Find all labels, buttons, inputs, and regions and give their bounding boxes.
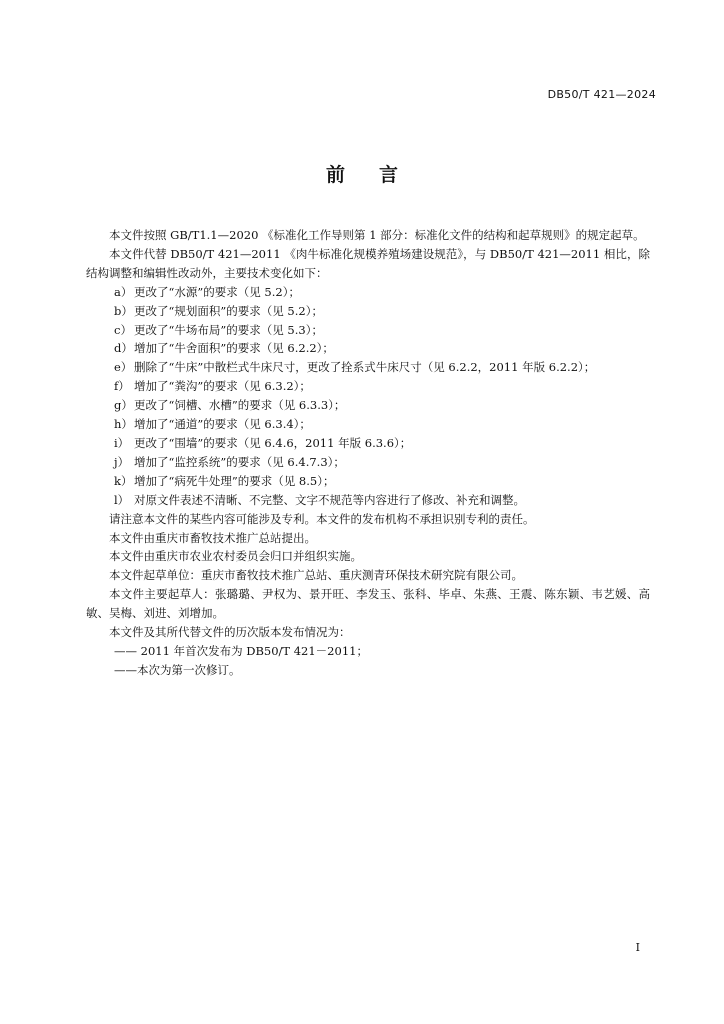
list-item-text: 对原文件表述不清晰、不完整、文字不规范等内容进行了修改、补充和调整。 (134, 492, 525, 507)
list-item (86, 472, 650, 491)
list-item (86, 415, 650, 434)
paragraph-drafting-basis: 本文件按照 GB/T1.1—2020 《标准化工作导则第 1 部分：标准化文件的结构和起草规则》的规定起草。 (109, 228, 645, 242)
history-item: ——本次为第一次修订。 (114, 662, 241, 677)
list-item-text: 更改了“牛场布局”的要求（见 5.3）； (134, 322, 323, 337)
list-item-text: 删除了“牛床”中散栏式牛床尺寸，更改了拴系式牛床尺寸（见 6.2.2，2011 年版 6.2.2）； (134, 360, 596, 375)
list-item (86, 358, 650, 377)
list-item-text: 更改了“饲槽、水槽”的要求（见 6.3.3）； (134, 398, 346, 413)
list-item (86, 434, 650, 453)
document-body (86, 226, 650, 680)
list-item (86, 491, 650, 510)
list-marker: g） (114, 398, 133, 413)
list-item-text: 更改了“规划面积”的要求（见 5.2）； (134, 303, 323, 318)
list-item (86, 453, 650, 472)
list-item (86, 339, 650, 358)
list-marker: a） (114, 284, 133, 299)
paragraph-drafters: 本文件主要起草人：张璐璐、尹权为、景开旺、李发玉、张科、毕卓、朱燕、王震、陈东颖、韦艺媛、高敏、吴梅、刘进、刘增加。 (86, 587, 650, 621)
list-item-text: 增加了“粪沟”的要求（见 6.3.2）； (134, 379, 311, 394)
paragraph-drafting-units: 本文件起草单位：重庆市畜牧技术推广总站、重庆测青环保技术研究院有限公司。 (109, 568, 523, 583)
page-title: 前言 (325, 164, 432, 186)
list-item-text: 增加了“通道”的要求（见 6.3.4）； (134, 417, 311, 432)
paragraph-replacement-note: 本文件代替 DB50/T 421—2011 《肉牛标准化规模养殖场建设规范》，与 DB50/T 421—2011 相比，除结构调整和编辑性改动外，主要技术变化如下： (86, 246, 650, 280)
list-marker: b） (114, 303, 133, 318)
list-item (86, 377, 650, 396)
list-item (86, 321, 650, 340)
changes-list (86, 283, 650, 510)
paragraph-proposer: 本文件由重庆市畜牧技术推广总站提出。 (109, 530, 316, 545)
list-item-text: 增加了“病死牛处理”的要求（见 8.5）； (134, 473, 335, 488)
list-marker: h） (114, 417, 133, 432)
list-item (86, 302, 650, 321)
list-marker: c） (114, 322, 132, 337)
list-marker: e） (114, 360, 133, 375)
list-marker: k） (114, 473, 133, 488)
list-item-text: 增加了“监控系统”的要求（见 6.4.7.3）； (134, 454, 345, 469)
list-marker: f） (114, 379, 130, 394)
history-item: —— 2011 年首次发布为 DB50/T 421－2011； (114, 643, 368, 658)
paragraph-patent-notice: 请注意本文件的某些内容可能涉及专利。本文件的发布机构不承担识别专利的责任。 (109, 511, 535, 526)
list-marker: l） (114, 492, 130, 507)
list-item-text: 增加了“牛舍面积”的要求（见 6.2.2）； (134, 341, 334, 356)
list-marker: d） (114, 341, 133, 356)
paragraph-administrator: 本文件由重庆市农业农村委员会归口并组织实施。 (109, 549, 362, 564)
paragraph-history-intro: 本文件及其所代替文件的历次版本发布情况为： (109, 625, 351, 640)
page-number: I (635, 941, 640, 954)
list-marker: j） (114, 454, 130, 469)
list-item-text: 更改了“围墙”的要求（见 6.4.6，2011 年版 6.3.6）； (134, 435, 412, 450)
list-marker: i） (114, 435, 130, 450)
list-item (86, 283, 650, 302)
list-item (86, 396, 650, 415)
standard-code: DB50/T 421—2024 (547, 88, 656, 101)
list-item-text: 更改了“水源”的要求（见 5.2）； (134, 284, 300, 299)
